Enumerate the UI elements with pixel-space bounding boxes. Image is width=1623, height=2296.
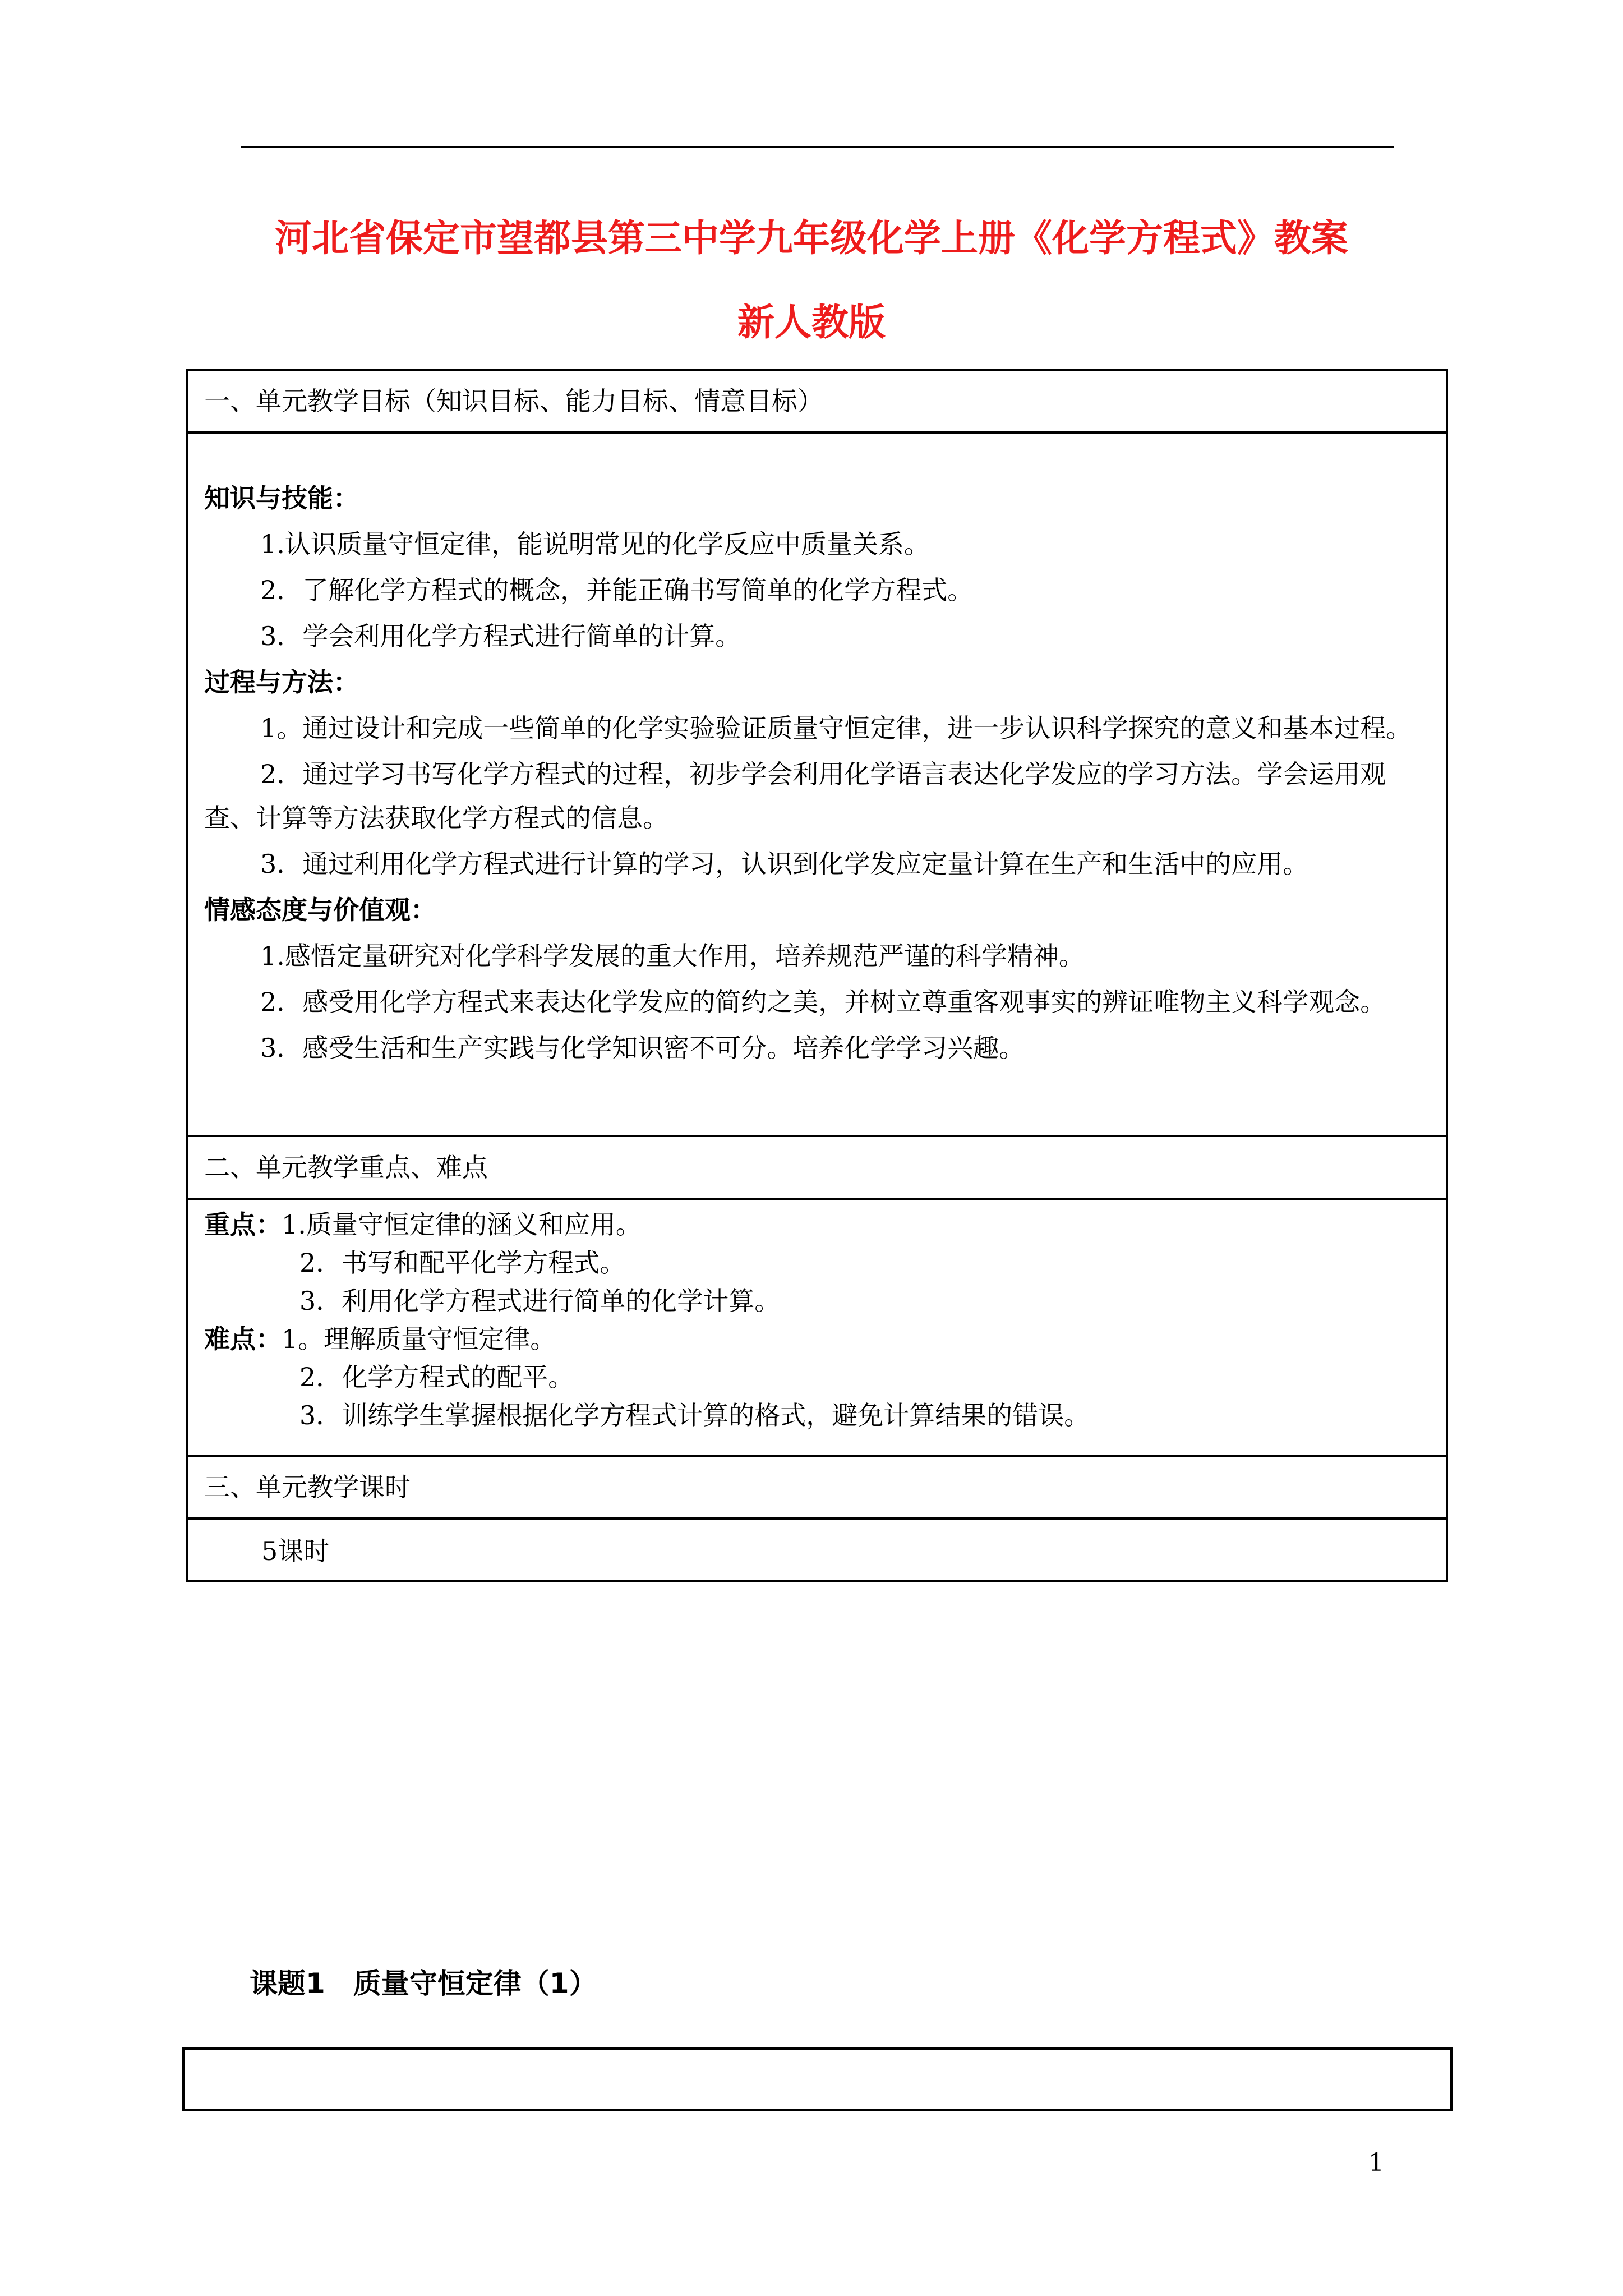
- section3-heading-row: [188, 1457, 1446, 1520]
- difficulty-item: 2．化学方程式的配平。: [299, 1362, 574, 1392]
- difficulty-item: 3．训练学生掌握根据化学方程式计算的格式，避免计算结果的错误。: [299, 1400, 1090, 1430]
- key-item: 2．书写和配平化学方程式。: [299, 1248, 626, 1278]
- section3-heading: 三、单元教学课时: [204, 1472, 411, 1502]
- section2-heading: 二、单元教学重点、难点: [204, 1152, 488, 1182]
- process-item: 2．通过学习书写化学方程式的过程，初步学会利用化学语言表达化学发应的学习方法。学会运用观查、计算等方法获取化学方程式的信息。: [204, 759, 1386, 833]
- key-item: 3．利用化学方程式进行简单的化学计算。: [299, 1286, 781, 1316]
- unit-plan-table: [186, 369, 1448, 1582]
- key-points-cell: [188, 1200, 1446, 1457]
- knowledge-item: 3．学会利用化学方程式进行简单的计算。: [260, 621, 741, 651]
- key-item: 1.质量守恒定律的涵义和应用。: [282, 1209, 642, 1240]
- key-label: 重点：: [204, 1209, 282, 1240]
- section1-heading: 一、单元教学目标（知识目标、能力目标、情意目标）: [204, 386, 823, 416]
- process-item: 3．通过利用化学方程式进行计算的学习，认识到化学发应定量计算在生产和生活中的应用。: [260, 849, 1309, 879]
- section2-heading-row: [188, 1137, 1446, 1200]
- knowledge-label: 知识与技能：: [204, 483, 359, 513]
- emotion-item: 3．感受生活和生产实践与化学知识密不可分。培养化学学习兴趣。: [260, 1033, 1025, 1063]
- emotion-label: 情感态度与价值观：: [204, 895, 436, 925]
- emotion-item: 1.感悟定量研究对化学科学发展的重大作用，培养规范严谨的科学精神。: [260, 941, 1085, 971]
- emotion-item: 2．感受用化学方程式来表达化学发应的简约之美，并树立尊重客观事实的辨证唯物主义科学观念。: [260, 987, 1386, 1017]
- page-number: 1: [1368, 2148, 1384, 2177]
- section1-heading-row: [188, 371, 1446, 434]
- process-label: 过程与方法：: [204, 667, 359, 697]
- lesson-table-box: [182, 2047, 1453, 2111]
- class-hours-cell: [188, 1520, 1446, 1580]
- knowledge-item: 1.认识质量守恒定律，能说明常见的化学反应中质量关系。: [260, 529, 930, 559]
- document-subtitle: 新人教版: [737, 301, 886, 344]
- knowledge-item: 2．了解化学方程式的概念，并能正确书写简单的化学方程式。: [260, 575, 974, 605]
- class-hours-value: 5课时: [261, 1536, 330, 1566]
- difficulty-item: 1。理解质量守恒定律。: [282, 1324, 556, 1354]
- document-title: 河北省保定市望都县第三中学九年级化学上册《化学方程式》教案: [275, 217, 1348, 260]
- header-rule: [241, 146, 1394, 148]
- teaching-goals-cell: [188, 434, 1446, 1137]
- difficulty-label: 难点：: [204, 1324, 282, 1354]
- process-item: 1。通过设计和完成一些简单的化学实验验证质量守恒定律，进一步认识科学探究的意义和基本过程。: [260, 713, 1412, 743]
- lesson-heading: 课题1 质量守恒定律（1）: [250, 1967, 597, 2000]
